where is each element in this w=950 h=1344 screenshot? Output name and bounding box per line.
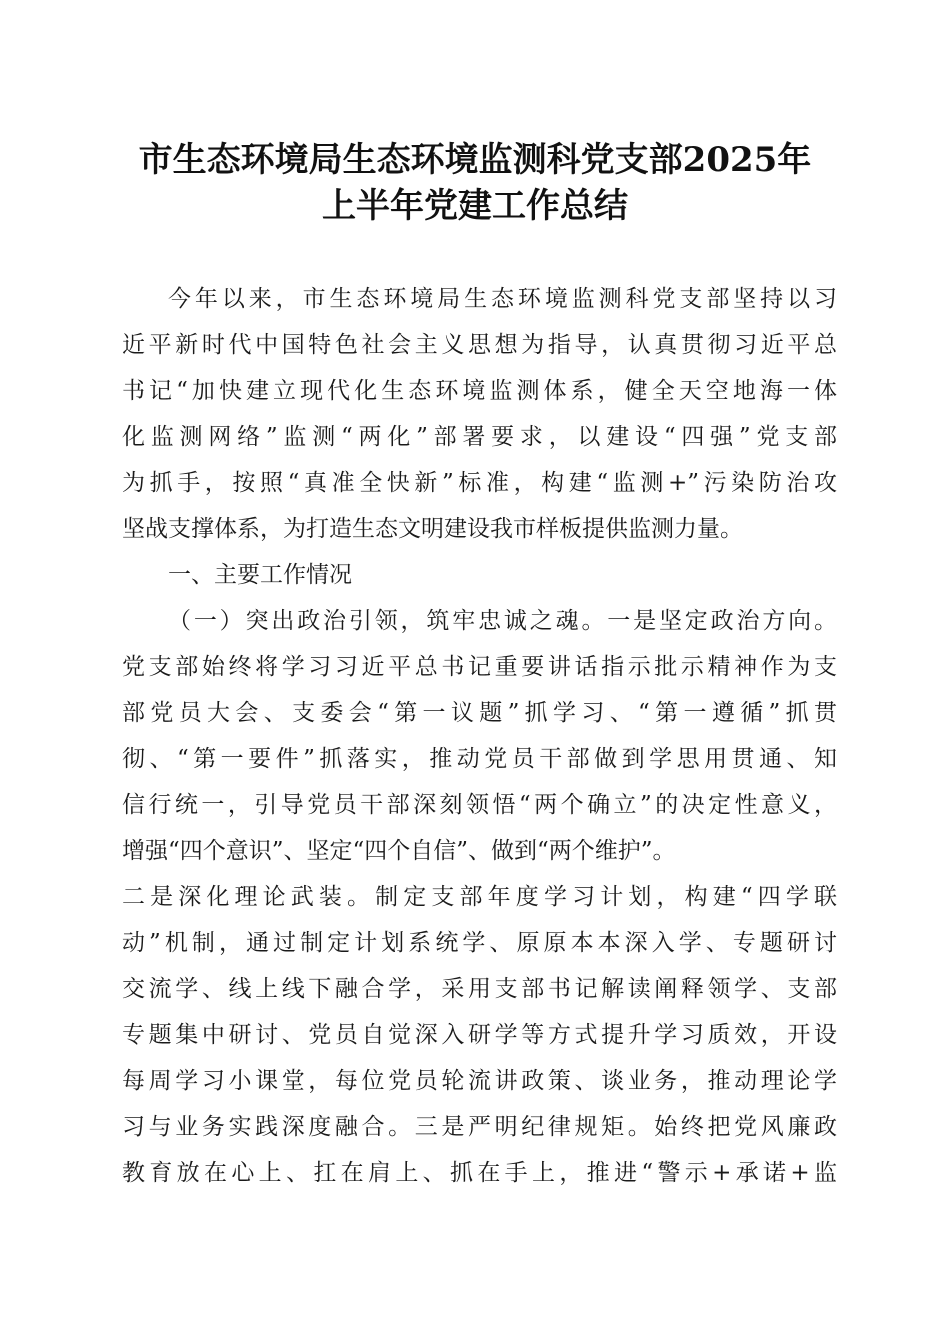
paragraph-line: 二是深化理论武装。制定支部年度学习计划，构建“四学联 bbox=[122, 884, 837, 910]
paragraph-line: 教育放在心上、扛在肩上、抓在手上，推进“警示+承诺+监 bbox=[122, 1160, 837, 1186]
title-line-1: 市生态环境局生态环境监测科党支部2025年 bbox=[138, 140, 812, 180]
title-line-2: 上半年党建工作总结 bbox=[322, 186, 628, 226]
paragraph-line: 增强“四个意识”、坚定“四个自信”、做到“两个维护”。 bbox=[122, 838, 676, 864]
section-heading: 一、主要工作情况 bbox=[168, 562, 352, 588]
paragraph-line: 部党员大会、支委会“第一议题”抓学习、“第一遵循”抓贯 bbox=[122, 700, 837, 726]
paragraph-line: 彻、“第一要件”抓落实，推动党员干部做到学思用贯通、知 bbox=[122, 746, 837, 772]
document-body bbox=[122, 276, 837, 1196]
paragraph-line: 每周学习小课堂，每位党员轮流讲政策、谈业务，推动理论学 bbox=[122, 1068, 837, 1094]
paragraph-line: 今年以来，市生态环境局生态环境监测科党支部坚持以习 bbox=[168, 286, 837, 312]
paragraph-line: 党支部始终将学习习近平总书记重要讲话指示批示精神作为支 bbox=[122, 654, 837, 680]
paragraph-line: 为抓手，按照“真准全快新”标准，构建“监测+”污染防治攻 bbox=[122, 470, 837, 496]
document-title bbox=[100, 137, 850, 229]
paragraph-line: 化监测网络”监测“两化”部署要求，以建设“四强”党支部 bbox=[122, 424, 837, 450]
paragraph-line: 动”机制，通过制定计划系统学、原原本本深入学、专题研讨 bbox=[122, 930, 837, 956]
paragraph-line: 专题集中研讨、党员自觉深入研学等方式提升学习质效，开设 bbox=[122, 1022, 837, 1048]
paragraph-line: 坚战支撑体系，为打造生态文明建设我市样板提供监测力量。 bbox=[122, 516, 743, 542]
paragraph-line: （一）突出政治引领，筑牢忠诚之魂。一是坚定政治方向。 bbox=[168, 608, 837, 634]
paragraph-line: 书记“加快建立现代化生态环境监测体系，健全天空地海一体 bbox=[122, 378, 837, 404]
paragraph-line: 信行统一，引导党员干部深刻领悟“两个确立”的决定性意义， bbox=[122, 792, 837, 818]
paragraph-line: 交流学、线上线下融合学，采用支部书记解读阐释领学、支部 bbox=[122, 976, 837, 1002]
paragraph-line: 近平新时代中国特色社会主义思想为指导，认真贯彻习近平总 bbox=[122, 332, 837, 358]
paragraph-line: 习与业务实践深度融合。三是严明纪律规矩。始终把党风廉政 bbox=[122, 1114, 837, 1140]
